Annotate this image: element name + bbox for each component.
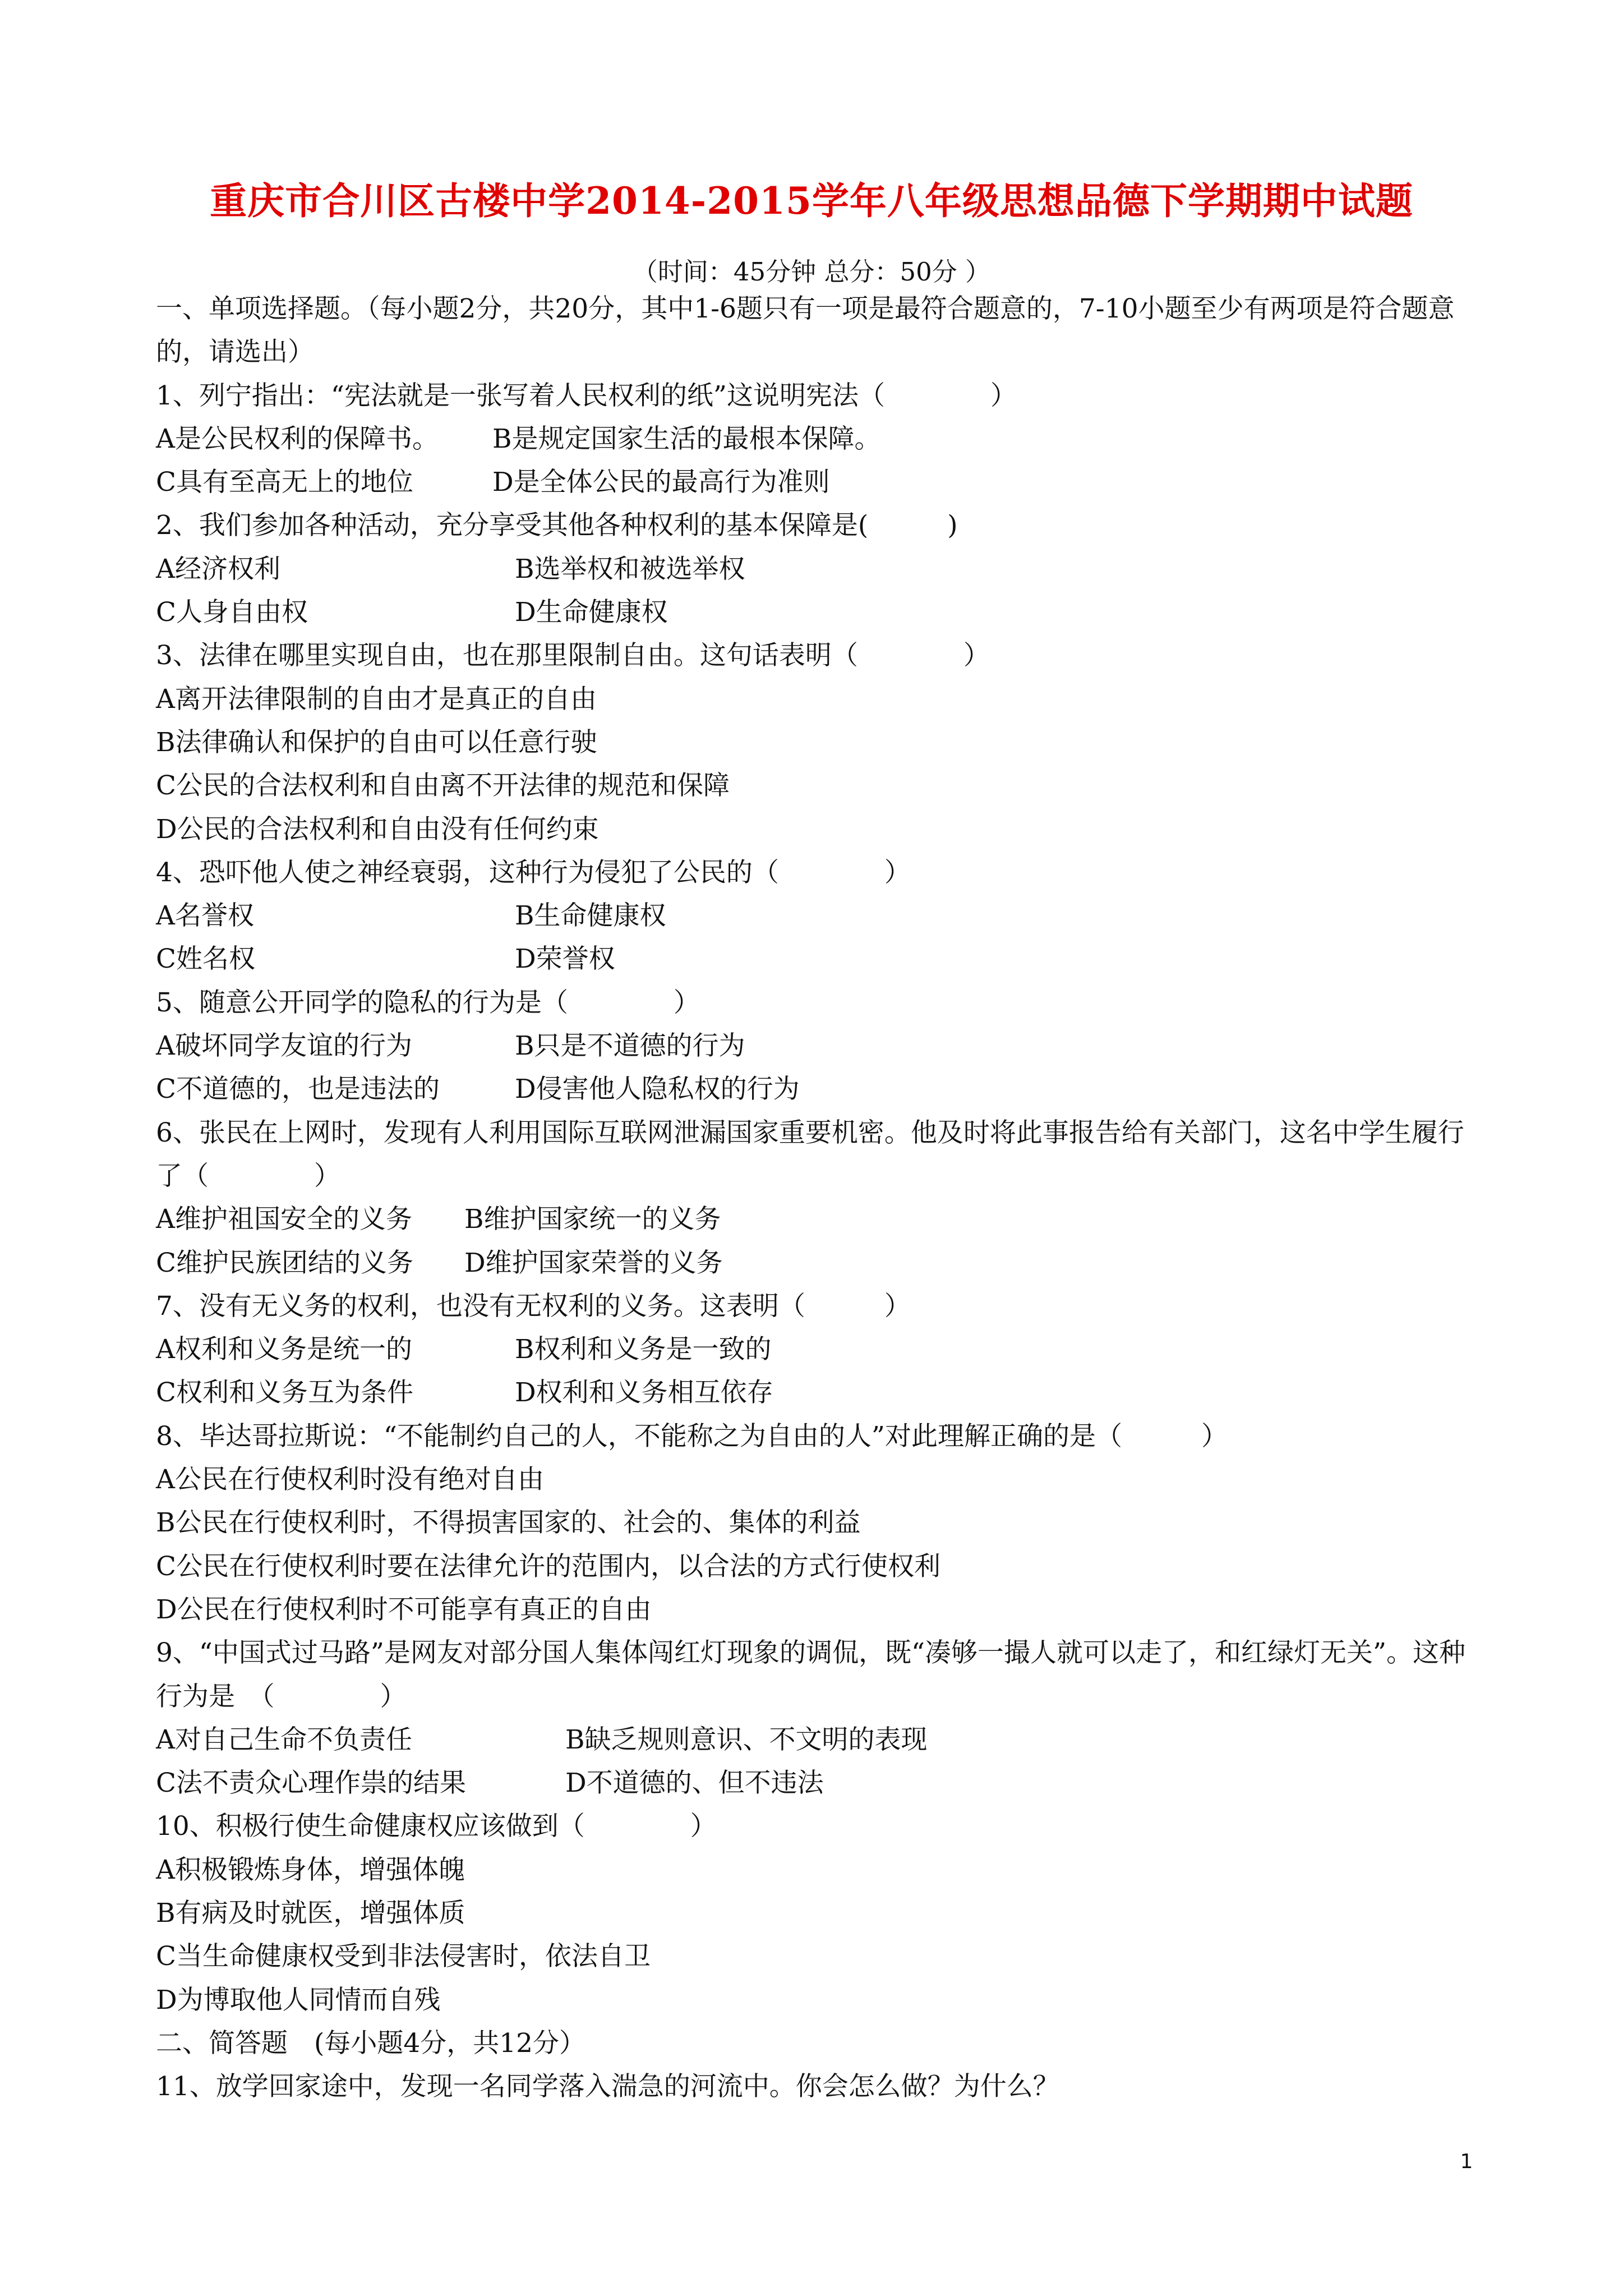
option: D权利和义务相互依存 bbox=[515, 1377, 773, 1409]
exam-info: （时间：45分钟 总分：50分 ） bbox=[632, 257, 991, 287]
question-stem: 8、毕达哥拉斯说：“不能制约自己的人，不能称之为自由的人”对此理解正确的是（ ） bbox=[156, 1420, 1228, 1452]
question-stem: 7、没有无义务的权利，也没有无权利的义务。这表明（ ） bbox=[156, 1290, 911, 1322]
option: D公民在行使权利时不可能享有真正的自由 bbox=[156, 1594, 652, 1625]
page-title: 重庆市合川区古楼中学2014-2015学年八年级思想品德下学期期中试题 bbox=[210, 179, 1413, 223]
option: D荣誉权 bbox=[515, 944, 615, 975]
option: B是规定国家生活的最根本保障。 bbox=[492, 423, 881, 454]
option: D不道德的、但不违法 bbox=[565, 1768, 824, 1799]
option: C公民在行使权利时要在法律允许的范围内，以合法的方式行使权利 bbox=[156, 1550, 940, 1582]
option: C姓名权 bbox=[156, 944, 255, 975]
option: C维护民族团结的义务 bbox=[156, 1247, 413, 1278]
exam-body bbox=[156, 287, 1468, 2108]
option: B生命健康权 bbox=[515, 900, 666, 932]
section-1-header: 一、单项选择题。（每小题2分，共20分，其中1-6题只有一项是最符合题意的，7-10小题至少有两项是符合题意的，请选出） bbox=[156, 293, 1455, 368]
page-number: 1 bbox=[1460, 2150, 1473, 2173]
option: D公民的合法权利和自由没有任何约束 bbox=[156, 813, 599, 845]
option: C当生命健康权受到非法侵害时，依法自卫 bbox=[156, 1941, 651, 1972]
option: D维护国家荣誉的义务 bbox=[464, 1247, 723, 1278]
option: C公民的合法权利和自由离不开法律的规范和保障 bbox=[156, 770, 730, 802]
option: C权利和义务互为条件 bbox=[156, 1377, 413, 1409]
question-stem: 5、随意公开同学的隐私的行为是（ ） bbox=[156, 987, 700, 1018]
question-stem: 1、列宁指出：“宪法就是一张写着人民权利的纸”这说明宪法（ ） bbox=[156, 380, 1017, 411]
option: D为博取他人同情而自残 bbox=[156, 1984, 441, 2016]
option: C人身自由权 bbox=[156, 597, 308, 628]
option: C具有至高无上的地位 bbox=[156, 467, 413, 498]
option-row bbox=[156, 1761, 1468, 1805]
option: B选举权和被选举权 bbox=[515, 553, 745, 585]
option: B有病及时就医，增强体质 bbox=[156, 1897, 465, 1929]
option: A权利和义务是统一的 bbox=[156, 1334, 412, 1365]
option-row bbox=[156, 1198, 1468, 1241]
option-row bbox=[156, 591, 1468, 634]
question-stem: 2、我们参加各种活动，充分享受其他各种权利的基本保障是( ) bbox=[156, 510, 958, 541]
option-row bbox=[156, 547, 1468, 591]
option: A是公民权利的保障书。 bbox=[156, 423, 439, 454]
option: A经济权利 bbox=[156, 553, 280, 585]
option-row bbox=[156, 461, 1468, 504]
option: C不道德的，也是违法的 bbox=[156, 1074, 440, 1105]
option: B只是不道德的行为 bbox=[515, 1030, 745, 1062]
option: D生命健康权 bbox=[515, 597, 668, 628]
option: D侵害他人隐私权的行为 bbox=[515, 1074, 800, 1105]
question-stem: 3、法律在哪里实现自由，也在那里限制自由。这句话表明（ ） bbox=[156, 640, 990, 671]
option-row bbox=[156, 1241, 1468, 1285]
option-row bbox=[156, 1328, 1468, 1371]
option: B维护国家统一的义务 bbox=[464, 1204, 721, 1235]
option: A公民在行使权利时没有绝对自由 bbox=[156, 1464, 544, 1496]
option: B法律确认和保护的自由可以任意行驶 bbox=[156, 726, 597, 758]
option: A积极锻炼身体，增强体魄 bbox=[156, 1854, 465, 1885]
option: B缺乏规则意识、不文明的表现 bbox=[565, 1724, 928, 1755]
question-stem: 9、“中国式过马路”是网友对部分国人集体闯红灯现象的调侃，既“凑够一撮人就可以走了，和红绿灯无关”。这种行为是 （ ） bbox=[156, 1637, 1466, 1712]
question-stem: 4、恐吓他人使之神经衰弱，这种行为侵犯了公民的（ ） bbox=[156, 857, 911, 888]
option: C法不责众心理作祟的结果 bbox=[156, 1768, 466, 1799]
option-row bbox=[156, 937, 1468, 981]
option-row bbox=[156, 1718, 1468, 1761]
option: B公民在行使权利时，不得损害国家的、社会的、集体的利益 bbox=[156, 1507, 861, 1539]
option-row bbox=[156, 1068, 1468, 1111]
option: A破坏同学友谊的行为 bbox=[156, 1030, 412, 1062]
option-row bbox=[156, 1371, 1468, 1414]
option: A离开法律限制的自由才是真正的自由 bbox=[156, 683, 597, 715]
option-row bbox=[156, 417, 1468, 461]
section-2-header: 二、简答题 (每小题4分，共12分） bbox=[156, 2027, 586, 2059]
option-row bbox=[156, 1024, 1468, 1068]
option: B权利和义务是一致的 bbox=[515, 1334, 772, 1365]
option: A名誉权 bbox=[156, 900, 254, 932]
option-row bbox=[156, 894, 1468, 937]
option: D是全体公民的最高行为准则 bbox=[492, 467, 830, 498]
option: A维护祖国安全的义务 bbox=[156, 1204, 412, 1235]
question-11: 11、放学回家途中，发现一名同学落入湍急的河流中。你会怎么做？为什么？ bbox=[156, 2071, 1059, 2102]
question-stem: 10、积极行使生命健康权应该做到（ ） bbox=[156, 1811, 717, 1842]
question-stem: 6、张民在上网时，发现有人利用国际互联网泄漏国家重要机密。他及时将此事报告给有关部门，这名中学生履行了（ ） bbox=[156, 1117, 1464, 1191]
option: A对自己生命不负责任 bbox=[156, 1724, 412, 1755]
